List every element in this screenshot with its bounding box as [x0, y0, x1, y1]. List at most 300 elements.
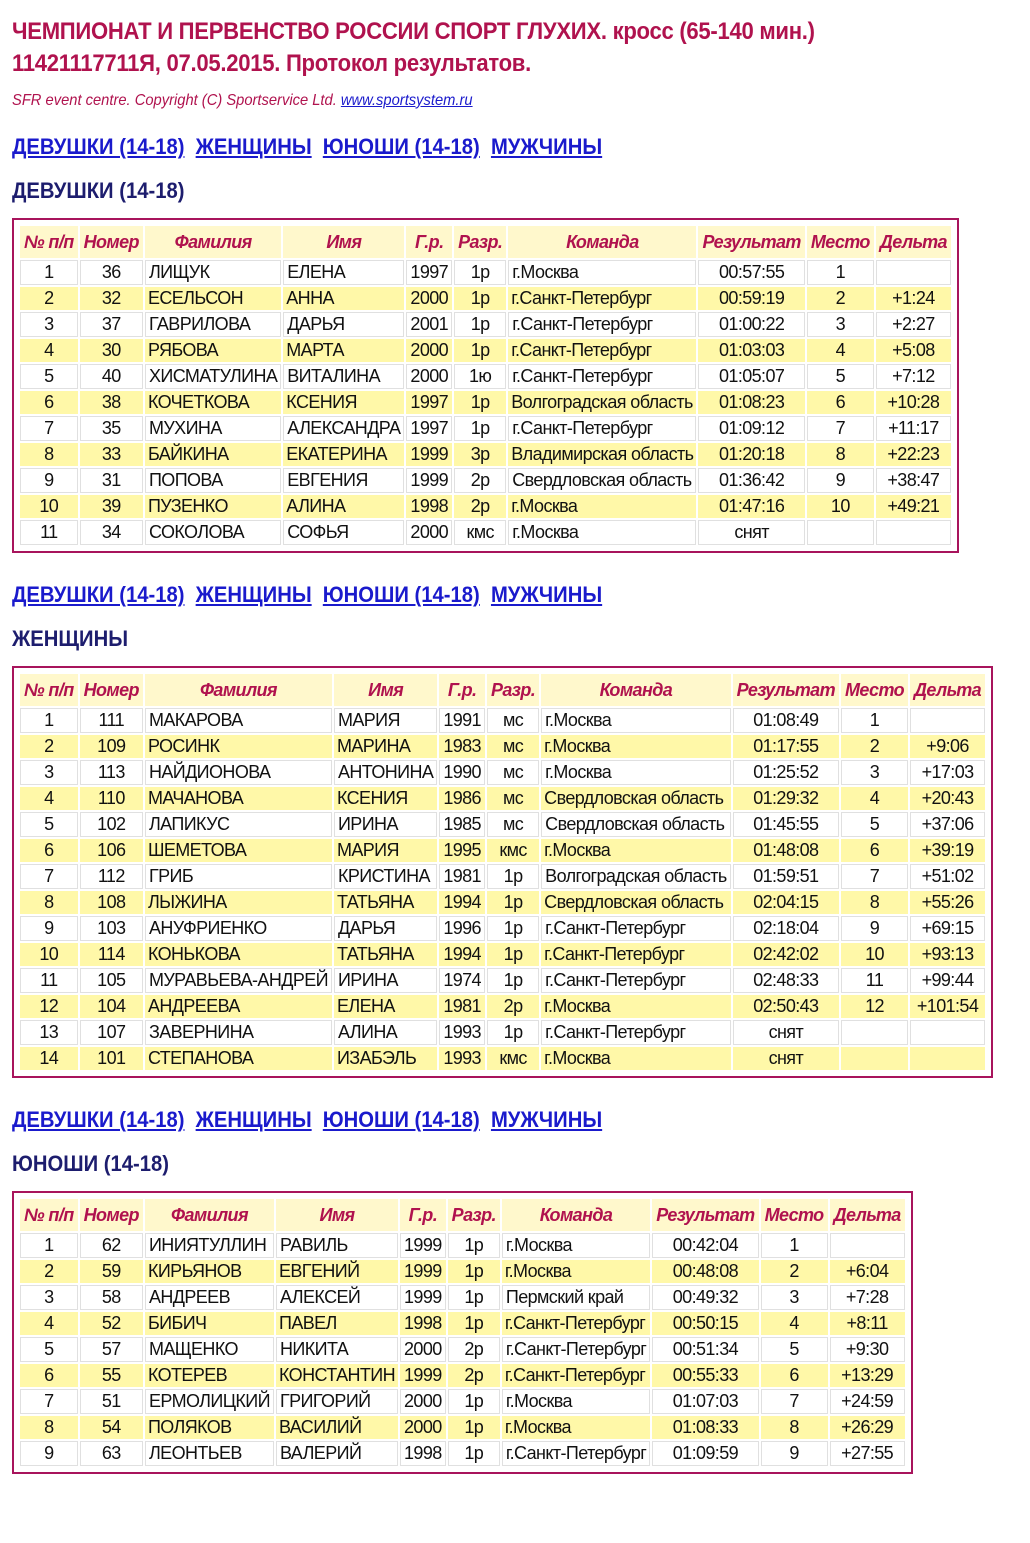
table-cell: 38 — [80, 391, 143, 414]
table-cell: 52 — [80, 1312, 143, 1335]
table-cell: 32 — [80, 287, 143, 310]
table-cell: 30 — [80, 339, 143, 362]
table-cell: 2р — [448, 1364, 500, 1387]
table-cell: г.Москва — [541, 708, 730, 733]
nav-link-1[interactable]: ЖЕНЩИНЫ — [195, 134, 312, 159]
table-cell: 110 — [80, 787, 143, 810]
table-cell: 5 — [807, 364, 874, 389]
results-table-frame — [12, 666, 993, 1078]
column-header: Фамилия — [145, 674, 332, 706]
table-cell: мс — [487, 735, 539, 758]
table-cell: 4 — [20, 1312, 78, 1335]
table-cell: 1996 — [439, 916, 485, 941]
table-row — [20, 787, 985, 810]
table-cell: 00:48:08 — [652, 1260, 758, 1283]
table-row — [20, 1416, 905, 1439]
table-cell: 01:08:23 — [698, 391, 804, 414]
table-cell: 57 — [80, 1337, 143, 1362]
table-row — [20, 260, 951, 285]
table-cell: Свердловская область — [508, 468, 696, 493]
title-line-2: 11421117711Я, 07.05.2015. Протокол результатов. — [12, 50, 531, 77]
table-cell: г.Москва — [508, 520, 696, 545]
table-row — [20, 943, 985, 966]
table-cell: 01:59:51 — [733, 864, 839, 889]
table-cell: 2р — [448, 1337, 500, 1362]
table-cell: ПОПОВА — [145, 468, 281, 493]
table-row — [20, 1020, 985, 1045]
table-cell: 111 — [80, 708, 143, 733]
table-cell: 01:03:03 — [698, 339, 804, 362]
category-nav — [12, 132, 656, 162]
copyright-line — [12, 92, 938, 110]
table-cell: г.Санкт-Петербург — [541, 1020, 730, 1045]
column-header: Разр. — [448, 1199, 500, 1231]
table-cell: мс — [487, 760, 539, 785]
table-cell — [841, 1047, 908, 1070]
table-cell: ЕСЕЛЬСОН — [145, 287, 281, 310]
table-cell: 1994 — [439, 943, 485, 966]
table-cell: 105 — [80, 968, 143, 993]
table-cell: 1р — [448, 1285, 500, 1310]
table-cell: Волгоградская область — [541, 864, 730, 889]
table-cell: 1р — [448, 1389, 500, 1414]
table-cell — [910, 1020, 985, 1045]
column-header: Имя — [283, 226, 404, 258]
table-cell: 1ю — [454, 364, 506, 389]
section-title: ЖЕНЩИНЫ — [12, 626, 129, 651]
table-cell: г.Москва — [502, 1233, 650, 1258]
table-cell: АНДРЕЕВА — [145, 995, 332, 1018]
table-cell: 12 — [841, 995, 908, 1018]
table-cell: 34 — [80, 520, 143, 545]
table-cell: г.Москва — [541, 995, 730, 1018]
table-cell: 01:45:55 — [733, 812, 839, 837]
table-cell: КОЧЕТКОВА — [145, 391, 281, 414]
table-cell: АНУФРИЕНКО — [145, 916, 332, 941]
table-cell: 8 — [20, 891, 78, 914]
table-row — [20, 1260, 905, 1283]
table-cell: 31 — [80, 468, 143, 493]
site-link[interactable]: www.sportsystem.ru — [340, 92, 473, 109]
table-cell: 1р — [487, 968, 539, 993]
table-cell: 6 — [761, 1364, 828, 1387]
column-header: Г.р. — [439, 674, 485, 706]
table-cell: 7 — [20, 416, 78, 441]
table-cell: 01:17:55 — [733, 735, 839, 758]
section-2 — [12, 1105, 1018, 1479]
table-cell: СОКОЛОВА — [145, 520, 281, 545]
table-cell: 4 — [841, 787, 908, 810]
table-cell: 1р — [448, 1416, 500, 1439]
table-cell: +26:29 — [830, 1416, 905, 1439]
table-cell: 2000 — [406, 520, 452, 545]
table-cell: 1997 — [406, 391, 452, 414]
table-cell: 2 — [20, 735, 78, 758]
table-cell: 2р — [487, 995, 539, 1018]
table-cell: КОТЕРЕВ — [145, 1364, 274, 1387]
table-cell — [876, 520, 951, 545]
table-cell: +69:15 — [910, 916, 985, 941]
table-cell: мс — [487, 787, 539, 810]
table-cell: г.Санкт-Петербург — [508, 339, 696, 362]
table-cell: ЕЛЕНА — [334, 995, 437, 1018]
table-cell: МУХИНА — [145, 416, 281, 441]
table-cell: +9:30 — [830, 1337, 905, 1362]
table-cell: ДАРЬЯ — [334, 916, 437, 941]
table-cell: 1 — [20, 1233, 78, 1258]
table-cell: 3 — [20, 760, 78, 785]
category-nav — [12, 1105, 656, 1135]
table-cell: +37:06 — [910, 812, 985, 837]
table-cell: 11 — [841, 968, 908, 993]
table-cell: 3 — [20, 312, 78, 337]
table-cell: 4 — [761, 1312, 828, 1335]
table-cell: 00:55:33 — [652, 1364, 758, 1387]
table-cell: 2 — [20, 1260, 78, 1283]
table-cell: 10 — [20, 495, 78, 518]
table-cell: 01:07:03 — [652, 1389, 758, 1414]
table-cell: 2 — [807, 287, 874, 310]
table-row — [20, 1233, 905, 1258]
table-cell: 01:08:49 — [733, 708, 839, 733]
table-cell: г.Москва — [541, 839, 730, 862]
table-cell: 3 — [20, 1285, 78, 1310]
table-cell: г.Москва — [541, 1047, 730, 1070]
table-cell: +7:28 — [830, 1285, 905, 1310]
table-cell: 1997 — [406, 416, 452, 441]
table-cell: 112 — [80, 864, 143, 889]
table-row — [20, 287, 951, 310]
column-header: Место — [841, 674, 908, 706]
table-cell: 59 — [80, 1260, 143, 1283]
table-cell: ИРИНА — [334, 968, 437, 993]
table-cell: АЛИНА — [334, 1020, 437, 1045]
table-cell: 1993 — [439, 1020, 485, 1045]
nav-link-2[interactable]: ЮНОШИ (14-18) — [322, 134, 480, 159]
table-cell: 106 — [80, 839, 143, 862]
table-cell: +51:02 — [910, 864, 985, 889]
nav-link-0[interactable]: ДЕВУШКИ (14-18) — [12, 134, 185, 159]
table-cell: +8:11 — [830, 1312, 905, 1335]
column-header: Фамилия — [145, 1199, 274, 1231]
table-cell: АЛЕКСЕЙ — [276, 1285, 398, 1310]
column-header: Результат — [733, 674, 839, 706]
table-cell: 6 — [20, 839, 78, 862]
nav-link-0[interactable]: ДЕВУШКИ (14-18) — [12, 582, 185, 607]
table-cell: 01:09:59 — [652, 1441, 758, 1466]
table-cell: КРИСТИНА — [334, 864, 437, 889]
table-cell: 3р — [454, 443, 506, 466]
table-cell: АЛИНА — [283, 495, 404, 518]
column-header: № п/п — [20, 226, 78, 258]
table-cell: 13 — [20, 1020, 78, 1045]
category-nav — [12, 580, 656, 610]
table-cell: 55 — [80, 1364, 143, 1387]
table-cell: 3 — [761, 1285, 828, 1310]
nav-link-2[interactable]: ЮНОШИ (14-18) — [322, 1107, 480, 1132]
table-row — [20, 708, 985, 733]
table-cell: ЛАПИКУС — [145, 812, 332, 837]
table-cell: НИКИТА — [276, 1337, 398, 1362]
table-cell: БИБИЧ — [145, 1312, 274, 1335]
table-row — [20, 1285, 905, 1310]
table-cell: 1р — [454, 339, 506, 362]
column-header: № п/п — [20, 1199, 78, 1231]
table-cell: 00:42:04 — [652, 1233, 758, 1258]
table-cell: 00:51:34 — [652, 1337, 758, 1362]
table-cell: 6 — [841, 839, 908, 862]
table-cell: 1999 — [406, 468, 452, 493]
section-1 — [12, 580, 1018, 1083]
table-cell: БАЙКИНА — [145, 443, 281, 466]
table-cell: СТЕПАНОВА — [145, 1047, 332, 1070]
table-cell: 5 — [20, 364, 78, 389]
table-cell: 11 — [20, 520, 78, 545]
table-cell: г.Санкт-Петербург — [502, 1441, 650, 1466]
section-title: ДЕВУШКИ (14-18) — [12, 178, 185, 203]
table-cell: 1 — [20, 260, 78, 285]
table-cell: 1999 — [400, 1260, 446, 1283]
results-table-frame — [12, 218, 959, 553]
table-cell: 5 — [20, 812, 78, 837]
table-cell: 4 — [20, 339, 78, 362]
table-cell: +11:17 — [876, 416, 951, 441]
column-header: Дельта — [830, 1199, 905, 1231]
table-cell: +49:21 — [876, 495, 951, 518]
table-cell: +24:59 — [830, 1389, 905, 1414]
table-cell: 51 — [80, 1389, 143, 1414]
table-cell: 1994 — [439, 891, 485, 914]
table-cell: 1999 — [406, 443, 452, 466]
table-cell: кмс — [487, 1047, 539, 1070]
table-cell: КСЕНИЯ — [283, 391, 404, 414]
table-cell: 00:50:15 — [652, 1312, 758, 1335]
table-cell: 7 — [761, 1389, 828, 1414]
table-row — [20, 839, 985, 862]
table-row — [20, 812, 985, 837]
column-header: Место — [807, 226, 874, 258]
table-cell: +2:27 — [876, 312, 951, 337]
table-cell: Владимирская область — [508, 443, 696, 466]
table-cell: 1998 — [406, 495, 452, 518]
table-cell: 1р — [487, 943, 539, 966]
table-cell: ГРИГОРИЙ — [276, 1389, 398, 1414]
table-cell: 14 — [20, 1047, 78, 1070]
nav-link-3[interactable]: МУЖЧИНЫ — [490, 134, 603, 159]
table-cell: 103 — [80, 916, 143, 941]
table-cell: 10 — [841, 943, 908, 966]
table-cell: АЛЕКСАНДРА — [283, 416, 404, 441]
table-cell: +39:19 — [910, 839, 985, 862]
table-cell: 1995 — [439, 839, 485, 862]
table-cell: 1993 — [439, 1047, 485, 1070]
table-cell: 6 — [20, 391, 78, 414]
table-cell: ПАВЕЛ — [276, 1312, 398, 1335]
table-cell: 104 — [80, 995, 143, 1018]
table-cell: г.Москва — [541, 735, 730, 758]
table-cell: 7 — [20, 864, 78, 889]
table-cell: 2 — [20, 287, 78, 310]
table-cell: г.Москва — [508, 260, 696, 285]
table-cell: СОФЬЯ — [283, 520, 404, 545]
table-cell: 01:47:16 — [698, 495, 804, 518]
table-cell: ЕВГЕНИЙ — [276, 1260, 398, 1283]
table-cell: 1р — [448, 1312, 500, 1335]
table-cell: ПОЛЯКОВ — [145, 1416, 274, 1439]
table-cell: 1р — [454, 312, 506, 337]
table-cell: 1991 — [439, 708, 485, 733]
table-cell: 2р — [454, 495, 506, 518]
table-cell: 1998 — [400, 1441, 446, 1466]
table-cell: 3 — [807, 312, 874, 337]
table-row — [20, 1337, 905, 1362]
nav-link-1[interactable]: ЖЕНЩИНЫ — [195, 1107, 312, 1132]
table-cell: +9:06 — [910, 735, 985, 758]
table-cell: 7 — [20, 1389, 78, 1414]
table-cell — [841, 1020, 908, 1045]
sections-container — [12, 132, 1018, 1479]
table-cell: 01:20:18 — [698, 443, 804, 466]
table-row — [20, 468, 951, 493]
table-cell: ГАВРИЛОВА — [145, 312, 281, 337]
table-cell: +13:29 — [830, 1364, 905, 1387]
table-cell: АННА — [283, 287, 404, 310]
table-cell: ТАТЬЯНА — [334, 943, 437, 966]
table-cell: Волгоградская область — [508, 391, 696, 414]
table-row — [20, 1047, 985, 1070]
nav-link-3[interactable]: МУЖЧИНЫ — [490, 582, 603, 607]
table-cell — [910, 708, 985, 733]
column-header: Разр. — [487, 674, 539, 706]
table-row — [20, 1441, 905, 1466]
table-cell: 01:08:33 — [652, 1416, 758, 1439]
column-header: Фамилия — [145, 226, 281, 258]
table-cell: 1р — [454, 260, 506, 285]
table-row — [20, 968, 985, 993]
table-cell: Свердловская область — [541, 787, 730, 810]
table-cell: Пермский край — [502, 1285, 650, 1310]
nav-link-3[interactable]: МУЖЧИНЫ — [490, 1107, 603, 1132]
table-header-row — [20, 1199, 905, 1231]
table-cell: 8 — [20, 443, 78, 466]
table-row — [20, 995, 985, 1018]
table-cell: ЗАВЕРНИНА — [145, 1020, 332, 1045]
table-row — [20, 864, 985, 889]
table-cell: 1986 — [439, 787, 485, 810]
table-cell: 4 — [20, 787, 78, 810]
table-cell: КОНЬКОВА — [145, 943, 332, 966]
table-cell: +38:47 — [876, 468, 951, 493]
table-cell: 8 — [761, 1416, 828, 1439]
column-header: Г.р. — [400, 1199, 446, 1231]
table-cell: г.Санкт-Петербург — [508, 287, 696, 310]
table-cell: +17:03 — [910, 760, 985, 785]
table-cell: КСЕНИЯ — [334, 787, 437, 810]
table-cell: 40 — [80, 364, 143, 389]
column-header: Имя — [334, 674, 437, 706]
results-table — [18, 672, 987, 1072]
table-cell: РОСИНК — [145, 735, 332, 758]
table-cell: 1999 — [400, 1285, 446, 1310]
table-cell: АНТОНИНА — [334, 760, 437, 785]
table-row — [20, 916, 985, 941]
column-header: Номер — [80, 226, 143, 258]
table-cell — [910, 1047, 985, 1070]
table-cell: +101:54 — [910, 995, 985, 1018]
table-cell: г.Санкт-Петербург — [541, 943, 730, 966]
table-cell: 1р — [487, 916, 539, 941]
table-cell: 02:50:43 — [733, 995, 839, 1018]
table-cell: 1997 — [406, 260, 452, 285]
table-cell: +27:55 — [830, 1441, 905, 1466]
table-cell: +99:44 — [910, 968, 985, 993]
table-cell: 102 — [80, 812, 143, 837]
table-cell: 1р — [454, 391, 506, 414]
table-cell: 6 — [20, 1364, 78, 1387]
table-cell: АНДРЕЕВ — [145, 1285, 274, 1310]
table-cell: 02:42:02 — [733, 943, 839, 966]
table-cell: РЯБОВА — [145, 339, 281, 362]
table-cell: 35 — [80, 416, 143, 441]
column-header: Дельта — [910, 674, 985, 706]
table-row — [20, 520, 951, 545]
table-cell: 33 — [80, 443, 143, 466]
nav-link-2[interactable]: ЮНОШИ (14-18) — [322, 582, 480, 607]
nav-link-0[interactable]: ДЕВУШКИ (14-18) — [12, 1107, 185, 1132]
table-cell: 01:00:22 — [698, 312, 804, 337]
table-header-row — [20, 226, 951, 258]
table-cell: г.Москва — [508, 495, 696, 518]
section-0 — [12, 132, 1018, 558]
table-cell: г.Москва — [502, 1416, 650, 1439]
table-cell: кмс — [454, 520, 506, 545]
column-header: Имя — [276, 1199, 398, 1231]
table-cell: Свердловская область — [541, 812, 730, 837]
table-cell: 2000 — [400, 1416, 446, 1439]
table-cell: 113 — [80, 760, 143, 785]
column-header: Номер — [80, 1199, 143, 1231]
column-header: № п/п — [20, 674, 78, 706]
table-cell: 2000 — [406, 287, 452, 310]
table-cell: 39 — [80, 495, 143, 518]
table-cell: снят — [698, 520, 804, 545]
table-row — [20, 391, 951, 414]
table-cell: +22:23 — [876, 443, 951, 466]
table-cell: 1р — [448, 1233, 500, 1258]
table-cell: 9 — [807, 468, 874, 493]
table-cell: 62 — [80, 1233, 143, 1258]
results-table-frame — [12, 1191, 913, 1474]
table-cell: 9 — [20, 916, 78, 941]
table-cell: кмс — [487, 839, 539, 862]
table-cell: ГРИБ — [145, 864, 332, 889]
table-cell: снят — [733, 1020, 839, 1045]
table-cell: 1990 — [439, 760, 485, 785]
nav-link-1[interactable]: ЖЕНЩИНЫ — [195, 582, 312, 607]
table-cell: 63 — [80, 1441, 143, 1466]
results-table — [18, 1197, 907, 1468]
column-header: Г.р. — [406, 226, 452, 258]
table-cell: 114 — [80, 943, 143, 966]
table-cell: 4 — [807, 339, 874, 362]
table-cell: мс — [487, 812, 539, 837]
table-cell: 02:04:15 — [733, 891, 839, 914]
table-cell: 1 — [841, 708, 908, 733]
table-cell — [876, 260, 951, 285]
table-row — [20, 1312, 905, 1335]
table-cell — [807, 520, 874, 545]
table-cell: 00:59:19 — [698, 287, 804, 310]
